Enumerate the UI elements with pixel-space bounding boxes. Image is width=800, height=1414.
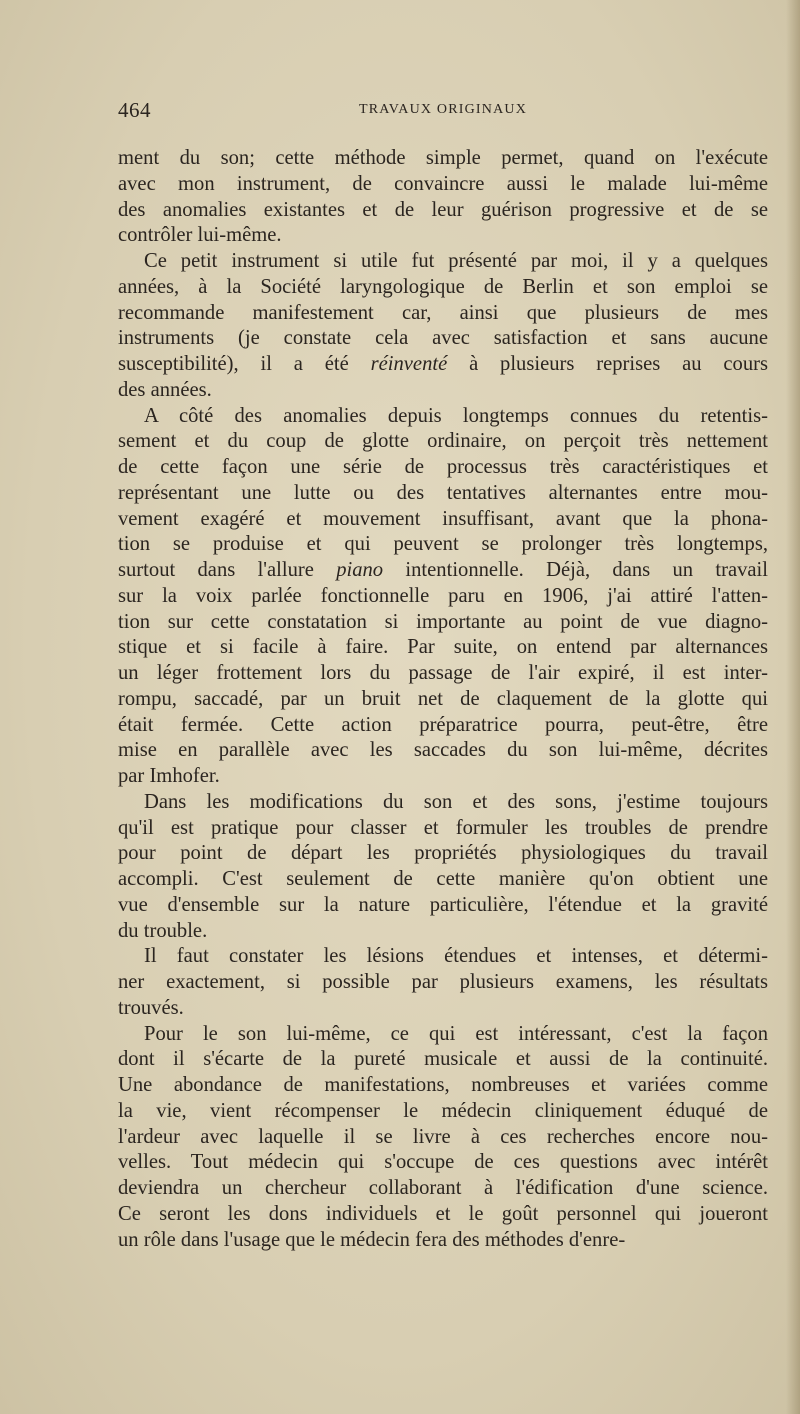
text-line: tion sur cette constatation si importante au point de vue diagno- [118, 610, 768, 633]
text-line: vue d'ensemble sur la nature particulière, l'étendue et la gravité [118, 893, 768, 916]
text-line [118, 558, 768, 584]
text-line: ment du son; cette méthode simple permet, quand on l'exécute [118, 147, 768, 169]
text-line: instruments (je constate cela avec satisfaction et sans aucune [118, 327, 768, 350]
text-line: un rôle dans l'usage que le médecin fera des méthodes d'enre- [118, 1228, 626, 1251]
text-line: pour point de départ les propriétés physiologiques du travail [118, 842, 768, 865]
text-line: sur la voix parlée fonctionnelle paru en 1906, j'ai attiré l'atten- [118, 584, 768, 607]
text-line: Ce seront les dons individuels et le goût personnel qui joueront [118, 1202, 768, 1225]
text-line: qu'il est pratique pour classer et formuler les troubles de prendre [118, 816, 768, 839]
text-line: recommande manifestement car, ainsi que plusieurs de mes [118, 301, 768, 324]
text-line: deviendra un chercheur collaborant à l'édification d'une science. [118, 1177, 768, 1199]
text-segment: surtout dans l'allure [118, 559, 337, 581]
text-line: ner exactement, si possible par plusieurs examens, les résultats [118, 971, 768, 993]
text-segment: à plusieurs reprises au cours [447, 353, 768, 375]
text-line: Pour le son lui-même, ce qui est intéressant, c'est la façon [144, 1022, 768, 1045]
text-segment: susceptibilité), il a été [118, 353, 371, 375]
page-number: 464 [118, 98, 151, 122]
italic-word: piano [336, 559, 384, 581]
page-edge-shadow [786, 0, 800, 1414]
paragraph [118, 404, 768, 790]
text-line: tion se produise et qui peuvent se prolonger très longtemps, [118, 533, 768, 556]
page-header [118, 98, 768, 128]
text-segment: intentionnelle. Déjà, dans un travail [383, 559, 768, 581]
text-line: A côté des anomalies depuis longtemps connues du retentis- [144, 404, 768, 427]
text-line: stique et si facile à faire. Par suite, on entend par alternances [118, 636, 768, 659]
paragraph [118, 1022, 768, 1254]
text-line: Dans les modifications du son et des sons, j'estime toujours [144, 790, 768, 813]
text-line: des anomalies existantes et de leur guérison progressive et de se [118, 198, 768, 221]
text-line: du trouble. [118, 919, 208, 942]
text-line: Une abondance de manifestations, nombreuses et variées comme [118, 1074, 768, 1096]
paragraph [118, 146, 768, 249]
text-line: sement et du coup de glotte ordinaire, on perçoit très nettement [118, 430, 768, 453]
text-line: de cette façon une série de processus très caractéristiques et [118, 456, 768, 478]
body-text [118, 146, 768, 1253]
text-line [118, 352, 768, 378]
paragraph [118, 944, 768, 1021]
text-line: Ce petit instrument si utile fut présenté par moi, il y a quelques [144, 250, 768, 272]
running-head: TRAVAUX ORIGINAUX [358, 102, 528, 117]
text-line: Il faut constater les lésions étendues et intenses, et détermi- [144, 945, 768, 968]
text-line: mise en parallèle avec les saccades du son lui-même, décrites [118, 739, 768, 762]
text-line: la vie, vient récompenser le médecin cliniquement éduqué de [118, 1099, 768, 1122]
text-line: des années. [118, 378, 212, 401]
text-line: un léger frottement lors du passage de l'air expiré, il est inter- [118, 662, 768, 684]
text-line: représentant une lutte ou des tentatives alternantes entre mou- [118, 481, 768, 504]
text-line: rompu, saccadé, par un bruit net de claquement de la glotte qui [118, 687, 768, 710]
text-line: velles. Tout médecin qui s'occupe de ces questions avec intérêt [118, 1151, 768, 1174]
text-line: avec mon instrument, de convaincre aussi le malade lui-même [118, 172, 768, 195]
paragraph [118, 249, 768, 404]
text-line: dont il s'écarte de la pureté musicale et aussi de la continuité. [118, 1048, 768, 1071]
text-line: était fermée. Cette action préparatrice pourra, peut-être, être [118, 713, 768, 736]
text-line: par Imhofer. [118, 765, 220, 787]
italic-word: réinventé [370, 353, 448, 375]
text-line: accompli. C'est seulement de cette manière qu'on obtient une [118, 868, 768, 890]
text-line: l'ardeur avec laquelle il se livre à ces recherches encore nou- [118, 1125, 768, 1148]
text-line: contrôler lui-même. [118, 224, 282, 247]
text-line: trouvés. [118, 996, 184, 1019]
text-line: années, à la Société laryngologique de Berlin et son emploi se [118, 275, 768, 298]
text-line: vement exagéré et mouvement insuffisant, avant que la phona- [118, 507, 768, 530]
paragraph [118, 790, 768, 945]
